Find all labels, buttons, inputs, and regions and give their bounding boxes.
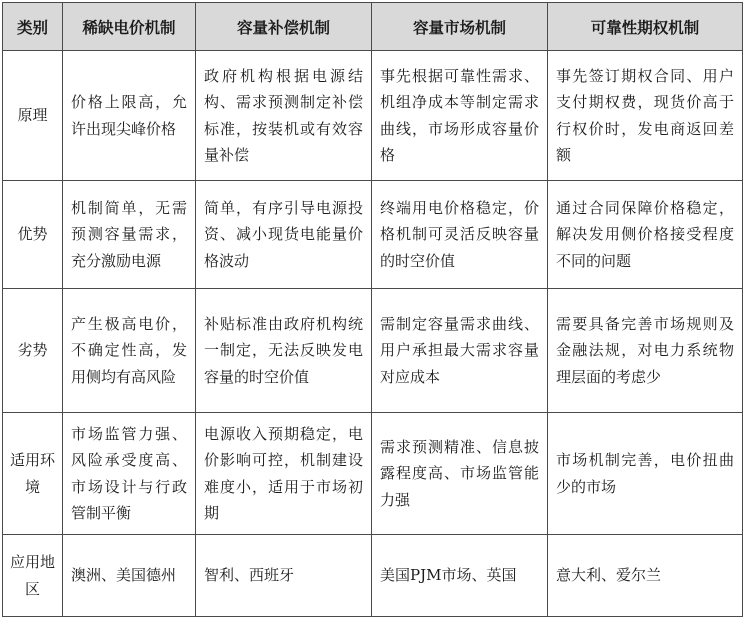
row-label-application-region: 应用地区 <box>3 535 63 617</box>
row-label-principle: 原理 <box>3 51 63 181</box>
table-cell: 终端用电价格稳定，价格机制可灵活反映容量的时空价值 <box>372 181 548 289</box>
table-cell: 市场监管力强、风险承受度高、市场设计与行政管制平衡 <box>63 413 196 535</box>
table-cell: 市场机制完善，电价扭曲少的市场 <box>548 413 743 535</box>
table-row <box>3 413 743 535</box>
table-cell: 价格上限高，允许出现尖峰价格 <box>63 51 196 181</box>
table-cell: 通过合同保障价格稳定，解决发用侧价格接受程度不同的问题 <box>548 181 743 289</box>
table-cell: 事先根据可靠性需求、机组净成本等制定需求曲线，市场形成容量价格 <box>372 51 548 181</box>
row-label-advantage: 优势 <box>3 181 63 289</box>
header-category: 类别 <box>3 3 63 51</box>
table-cell: 机制简单，无需预测容量需求，充分激励电源 <box>63 181 196 289</box>
table-cell: 事先签订期权合同、用户支付期权费，现货价高于行权价时，发电商返回差额 <box>548 51 743 181</box>
table-cell: 政府机构根据电源结构、需求预测制定补偿标准，按装机或有效容量补偿 <box>196 51 372 181</box>
table-cell: 产生极高电价，不确定性高，发用侧均有高风险 <box>63 289 196 413</box>
table-row <box>3 51 743 181</box>
table-row <box>3 289 743 413</box>
table-cell: 需求预测精准、信息披露程度高、市场监管能力强 <box>372 413 548 535</box>
header-capacity-market: 容量市场机制 <box>372 3 548 51</box>
header-row <box>3 3 743 51</box>
header-capacity-payment: 容量补偿机制 <box>196 3 372 51</box>
table-cell: 澳洲、美国德州 <box>63 535 196 617</box>
header-scarcity-pricing: 稀缺电价机制 <box>63 3 196 51</box>
table-cell: 美国PJM市场、英国 <box>372 535 548 617</box>
table-cell: 智利、西班牙 <box>196 535 372 617</box>
table-row <box>3 181 743 289</box>
table-cell: 补贴标准由政府机构统一制定，无法反映发电容量的时空价值 <box>196 289 372 413</box>
table-cell: 电源收入预期稳定，电价影响可控，机制建设难度小，适用于市场初期 <box>196 413 372 535</box>
table-cell: 简单，有序引导电源投资、减小现货电能量价格波动 <box>196 181 372 289</box>
table-cell: 需要具备完善市场规则及金融法规，对电力系统物理层面的考虑少 <box>548 289 743 413</box>
row-label-applicable-environment: 适用环境 <box>3 413 63 535</box>
row-label-disadvantage: 劣势 <box>3 289 63 413</box>
table-cell: 需制定容量需求曲线、用户承担最大需求容量对应成本 <box>372 289 548 413</box>
header-reliability-option: 可靠性期权机制 <box>548 3 743 51</box>
table-row <box>3 535 743 617</box>
table-cell: 意大利、爱尔兰 <box>548 535 743 617</box>
mechanism-comparison-table <box>2 2 743 617</box>
